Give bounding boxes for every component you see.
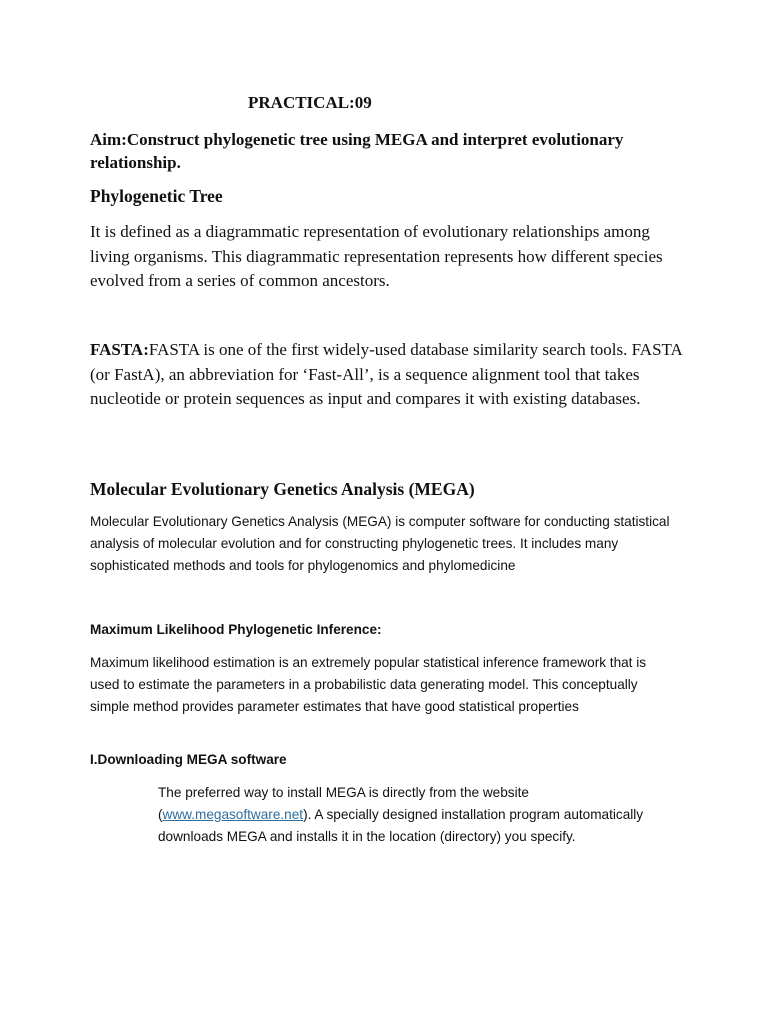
fasta-text: FASTA is one of the first widely-used database similarity search tools. FASTA (or FastA), an abbreviation for ‘Fast-All’, is a sequence alignment tool that takes nucleotide or protein sequences as input and compares it with existing databases. [90, 340, 682, 408]
maximum-likelihood-heading: Maximum Likelihood Phylogenetic Inference: [90, 622, 382, 637]
mega-heading: Molecular Evolutionary Genetics Analysis (MEGA) [90, 479, 475, 499]
aim-statement: Aim:Construct phylogenetic tree using MEGA and interpret evolutionary relationship. [90, 130, 624, 172]
downloading-mega-heading: I.Downloading MEGA software [90, 752, 287, 767]
download-text-before: The preferred way to install MEGA is directly from the website ( [158, 785, 529, 823]
maximum-likelihood-paragraph: Maximum likelihood estimation is an extremely popular statistical inference framework that is used to estimate the parameters in a probabilistic data generating model. This conceptually simple method provides parameter estimates that have good statistical properties [90, 655, 647, 715]
fasta-label: FASTA: [90, 340, 149, 359]
fasta-paragraph [90, 338, 686, 412]
phylogenetic-tree-heading: Phylogenetic Tree [90, 186, 223, 206]
downloading-mega-paragraph [158, 782, 658, 849]
megasoftware-link[interactable]: www.megasoftware.net [162, 807, 304, 823]
mega-paragraph: Molecular Evolutionary Genetics Analysis (MEGA) is computer software for conducting statistical analysis of molecular evolution and for constructing phylogenetic trees. It includes many sophisticated methods and tools for phylogenomics and phylomedicine [90, 514, 670, 574]
practical-title: PRACTICAL:09 [248, 93, 372, 112]
download-text-after: ). A specially designed installation program automatically downloads MEGA and installs it in the location (directory) you specify. [158, 807, 644, 845]
phylogenetic-tree-paragraph: It is defined as a diagrammatic representation of evolutionary relationships among living organisms. This diagrammatic representation represents how different species evolved from a series of common ancestors. [90, 222, 663, 290]
